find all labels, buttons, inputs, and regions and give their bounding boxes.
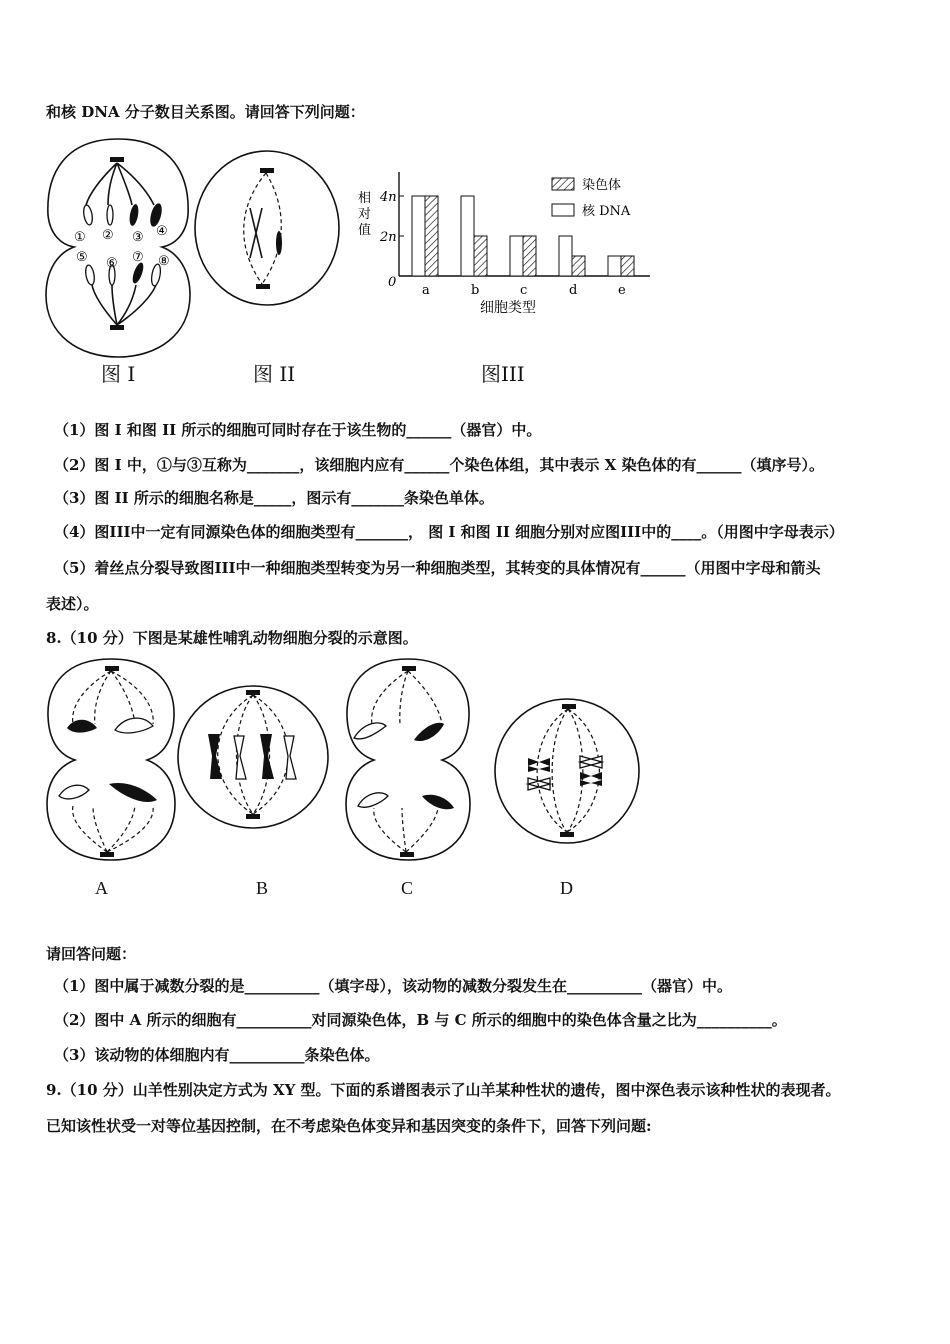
label-5: ⑤	[76, 250, 88, 265]
figure-1-cell	[44, 135, 192, 360]
figure-3-chart	[352, 168, 652, 318]
label-8: ⑧	[158, 254, 170, 269]
bar-chromosome-b	[474, 236, 487, 276]
caption-figure-3: 图III	[481, 362, 525, 386]
ylabel-char-2: 对	[358, 207, 372, 222]
caption-figure-2: 图 II	[253, 362, 296, 386]
q7-line-1: （1）图 I 和图 II 所示的细胞可同时存在于该生物的______（器官）中。	[54, 421, 542, 439]
q8-line-2: （2）图中 A 所示的细胞有__________对同源染色体，B 与 C 所示的细胞中的染色体含量之比为__________。	[54, 1011, 787, 1029]
q7-line-4: （4）图III中一定有同源染色体的细胞类型有_______， 图 I 和图 II 细胞分别对应图III中的____。（用图中字母表示）	[54, 523, 844, 541]
bar-chromosome-d	[572, 256, 585, 276]
bar-dna-d	[559, 236, 572, 276]
q8-cell-b	[176, 684, 330, 830]
caption-figure-1: 图 I	[101, 362, 136, 386]
bar-dna-b	[461, 196, 474, 276]
ylabel-char-1: 相	[358, 191, 372, 206]
bar-chromosome-a	[425, 196, 438, 276]
y-tick-2n: 2n	[380, 230, 397, 245]
x-tick-d: d	[569, 283, 578, 298]
ylabel-char-3: 值	[358, 223, 372, 238]
x-tick-b: b	[471, 283, 480, 298]
x-axis-title: 细胞类型	[480, 300, 536, 316]
label-2: ②	[102, 228, 114, 243]
bar-dna-c	[510, 236, 523, 276]
bar-chromosome-e	[621, 256, 634, 276]
q8-header: 8.（10 分）下图是某雄性哺乳动物细胞分裂的示意图。	[46, 629, 418, 647]
x-tick-a: a	[422, 283, 430, 298]
legend-swatch-chromosome	[552, 178, 574, 190]
q8-cell-c	[344, 656, 472, 862]
q8-cell-a	[45, 656, 177, 862]
bar-chromosome-c	[523, 236, 536, 276]
label-3: ③	[132, 230, 144, 245]
label-1: ①	[74, 230, 86, 245]
y-tick-0: 0	[388, 275, 397, 290]
q7-line-6: 表述）。	[46, 595, 99, 613]
q8-label-a: A	[95, 878, 108, 898]
q7-line-3: （3）图 II 所示的细胞名称是_____，图示有_______条染色单体。	[54, 489, 494, 507]
q7-line-2: （2）图 I 中，①与③互称为_______，该细胞内应有______个染色体组，其中表示 X 染色体的有______（填序号）。	[54, 456, 824, 474]
q8-prompt: 请回答问题：	[46, 945, 137, 963]
y-tick-4n: 4n	[380, 190, 397, 205]
x-tick-e: e	[618, 283, 626, 298]
label-4: ④	[156, 224, 168, 239]
label-7: ⑦	[132, 250, 144, 265]
q8-label-c: C	[401, 878, 414, 898]
bar-dna-e	[608, 256, 621, 276]
q9-line-2: 已知该性状受一对等位基因控制，在不考虑染色体变异和基因突变的条件下，回答下列问题:	[46, 1117, 652, 1135]
q8-line-3: （3）该动物的体细胞内有__________条染色体。	[54, 1046, 380, 1064]
figure-2-cell	[192, 148, 342, 308]
q9-line-1: 9.（10 分）山羊性别决定方式为 XY 型。下面的系谱图表示了山羊某种性状的遗传，图中深色表示该种性状的表现者。	[46, 1081, 841, 1099]
intro-text: 和核 DNA 分子数目关系图。请回答下列问题：	[46, 103, 365, 121]
legend-chromosome: 染色体	[582, 178, 622, 193]
bar-dna-a	[412, 196, 425, 276]
q8-label-d: D	[560, 878, 573, 898]
q8-line-1: （1）图中属于减数分裂的是__________（填字母），该动物的减数分裂发生在__________（器官）中。	[54, 977, 732, 995]
q8-cell-d	[492, 696, 642, 846]
x-tick-c: c	[520, 283, 528, 298]
legend-swatch-dna	[552, 204, 574, 216]
q8-label-b: B	[256, 878, 269, 898]
q7-line-5: （5）着丝点分裂导致图III中一种细胞类型转变为另一种细胞类型，其转变的具体情况有______（用图中字母和箭头	[54, 559, 821, 577]
label-6: ⑥	[106, 256, 118, 271]
legend-dna: 核 DNA	[582, 204, 631, 219]
